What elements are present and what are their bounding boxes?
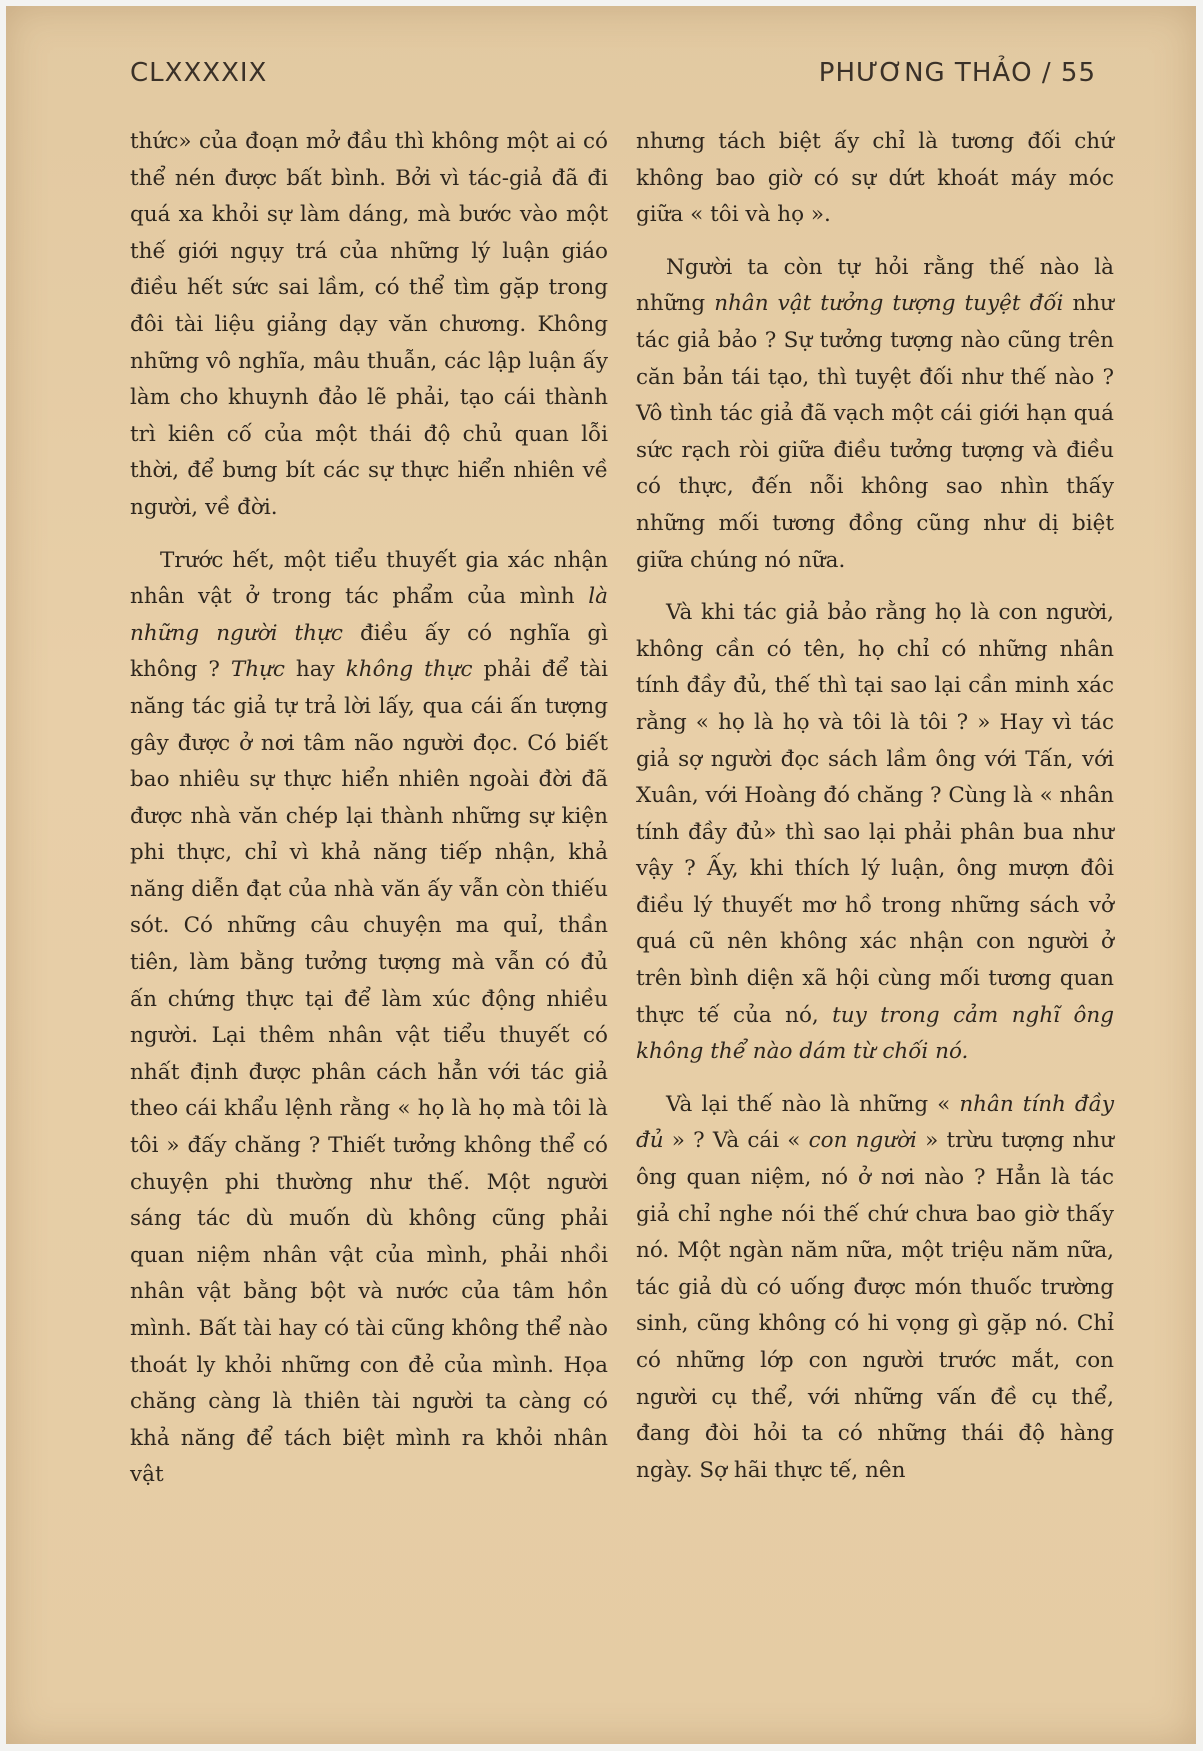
paragraph: [636, 595, 1114, 1071]
paragraph-text: Và khi tác giả bảo rằng họ là con người, không cần có tên, họ chỉ có những nhân tính đầy đủ, thế thì tại sao lại cần minh xác rằng « họ là họ và tôi là tôi ? » Hay vì tác giả sợ người đọc sách lầm ông với Tấn, với Xuân, với Hoàng đó chăng ? Cùng là « nhân tính đầy đủ» thì sao lại phải phân bua như vậy ? Ấy, khi thích lý luận, ông mượn đôi điều lý thuyết mơ hồ trong những sách vở quá cũ nên không xác nhận con người ở trên bình diện xã hội cùng mối tương quan thực tế của nó,: [636, 600, 1114, 1028]
right-column: [636, 124, 1114, 1505]
paragraph-text: nhưng tách biệt ấy chỉ là tương đối chứ không bao giờ có sự dứt khoát máy móc giữa « tôi và họ ».: [636, 129, 1114, 228]
paragraph: [636, 124, 1114, 234]
emphasis-text: con người: [808, 1128, 917, 1154]
paragraph-text: Trước hết, một tiểu thuyết gia xác nhận nhân vật ở trong tác phẩm của mình: [130, 547, 608, 610]
emphasis-text: không thực: [345, 657, 473, 683]
emphasis-text: nhân vật tưởng tượng tuyệt đối: [714, 291, 1064, 317]
running-header: [6, 58, 1196, 98]
paragraph: [130, 543, 608, 1494]
paragraph-text: Và lại thế nào là những «: [666, 1091, 960, 1117]
paragraph-text: » trừu tượng như ông quan niệm, nó ở nơi nào ? Hẳn là tác giả chỉ nghe nói thế chứ chưa bao giờ thấy nó. Một ngàn năm nữa, một triệu năm nữa, tác giả dù có uống được món thuốc trường sinh, cũng không có hi vọng gì gặp nó. Chỉ có những lớp con người trước mắt, con người cụ thể, với những vấn đề cụ thể, đang đòi hỏi ta có những thái độ hàng ngày. Sợ hãi thực tế, nên: [636, 1128, 1114, 1483]
book-page: [6, 6, 1196, 1744]
paragraph: [130, 124, 608, 527]
paragraph-text: » ? Và cái «: [663, 1128, 809, 1154]
emphasis-text: tuy trong cảm nghĩ ông không thể nào dám từ chối nó.: [636, 1002, 1114, 1065]
paragraph-text: hay: [284, 657, 346, 683]
paragraph-text: như tác giả bảo ? Sự tưởng tượng nào cũng trên căn bản tái tạo, thì tuyệt đối như thế nào ? Vô tình tác giả đã vạch một cái giới hạn quá sức rạch ròi giữa điều tưởng tượng và điều có thực, đến nỗi không sao nhìn thấy những mối tương đồng cũng như dị biệt giữa chúng nó nữa.: [636, 291, 1114, 573]
emphasis-text: là những người thực: [130, 584, 608, 646]
emphasis-text: Thực: [230, 657, 285, 683]
paragraph: [636, 250, 1114, 579]
emphasis-text: nhân tính đầy đủ: [636, 1091, 1114, 1154]
paragraph-text: phải để tài năng tác giả tự trả lời lấy, qua cái ấn tượng gây được ở nơi tâm não người đọc. Có biết bao nhiêu sự thực hiển nhiên ngoài đời đã được nhà văn chép lại thành những sự kiện phi thực, chỉ vì khả năng tiếp nhận, khả năng diễn đạt của nhà văn ấy vẫn còn thiếu sót. Có những câu chuyện ma quỉ, thần tiên, làm bằng tưởng tượng mà vẫn có đủ ấn chứng thực tại để làm xúc động nhiều người. Lại thêm nhân vật tiểu thuyết có nhất định được phân cách hẳn với tác giả theo cái khẩu lệnh rằng « họ là họ mà tôi là tôi » đấy chăng ? Thiết tưởng không thể có chuyện phi thường như thế. Một người sáng tác dù muốn dù không cũng phải quan niệm nhân vật của mình, phải nhồi nhân vật bằng bột và nước của tâm hồn mình. Bất tài hay có tài cũng không thể nào thoát ly khỏi những con đẻ của mình. Họa chăng càng là thiên tài người ta càng có khả năng để tách biệt mình ra khỏi nhân vật: [130, 657, 609, 1488]
paragraph: [636, 1087, 1114, 1490]
paragraph-text: thức» của đoạn mở đầu thì không một ai có thể nén được bất bình. Bởi vì tác-giả đã đi quá xa khỏi sự làm dáng, mà bước vào một thế giới ngụy trá của những lý luận giáo điều hết sức sai lầm, có thể tìm gặp trong đôi tài liệu giảng dạy văn chương. Không những vô nghĩa, mâu thuẫn, các lập luận ấy làm cho khuynh đảo lẽ phải, tạo cái thành trì kiên cố của một thái độ chủ quan lỗi thời, để bưng bít các sự thực hiển nhiên về người, về đời.: [130, 129, 608, 520]
header-author-page: PHƯƠNG THẢO / 55: [818, 58, 1096, 88]
header-chapter-number: CLXXXXIX: [130, 58, 268, 88]
paragraph-text: điều ấy có nghĩa gì không ?: [130, 620, 608, 683]
left-column: [130, 124, 608, 1510]
paragraph-text: Người ta còn tự hỏi rằng thế nào là những: [636, 254, 1114, 317]
